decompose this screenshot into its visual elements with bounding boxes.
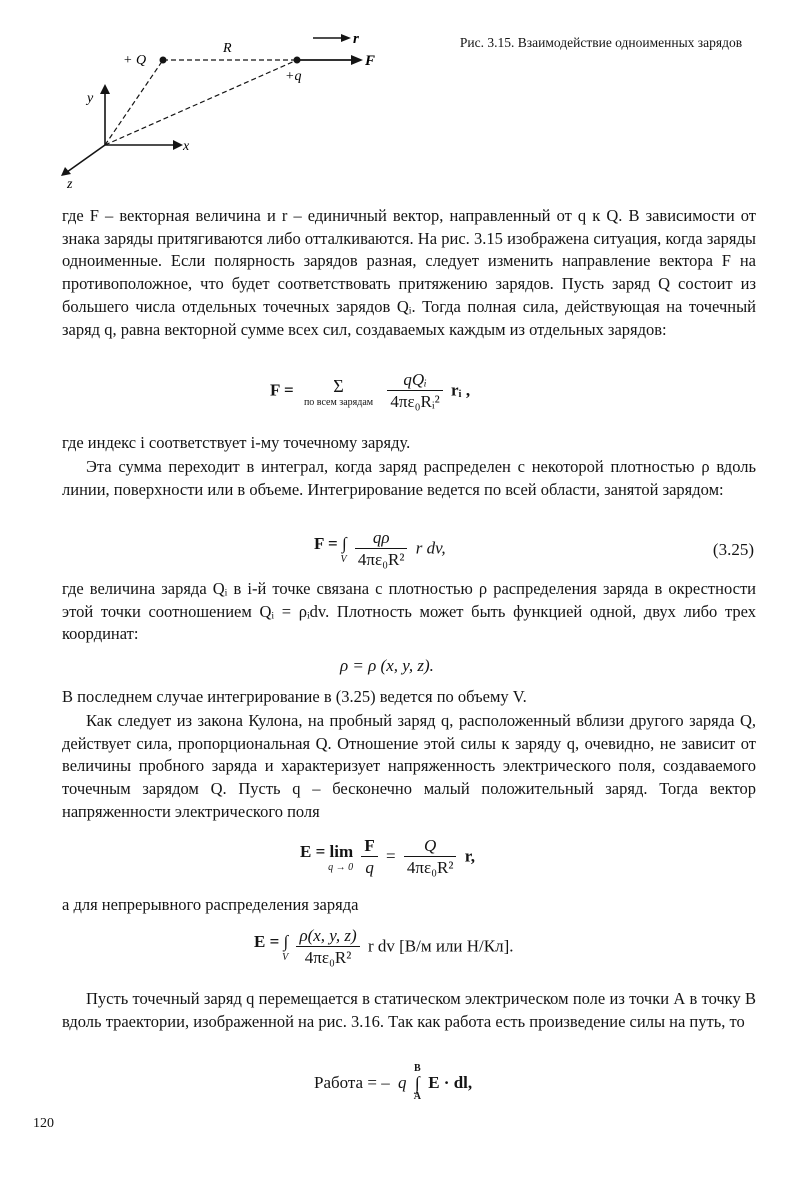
eq4-subscript: q → 0 (328, 862, 354, 873)
caption-number: Рис. 3.15. (459, 35, 515, 50)
eq1-lhs: F = (270, 380, 294, 400)
paragraph-6: Как следует из закона Кулона, на пробный заряд q, расположенный вблизи другого заряда Q, действует сила, пропорциональная Q. Отношение этой силы к заряду q, очевидно, не зависит от величины пробного заряда и характеризует напряженность электрического поля, создаваемого точечным зарядом Q. Пусть q – бесконечно малый положительный заряд. Тогда вектор напряженности электрического поля (62, 711, 756, 821)
label-R: R (223, 41, 232, 56)
z-axis (67, 145, 105, 172)
paragraph-2: где индекс i соответствует i-му точечному заряду. (62, 433, 411, 452)
label-r: r (353, 31, 359, 47)
equation-force-integral (314, 528, 446, 571)
eq5-tail: r dv [В/м или Н/Кл]. (367, 936, 514, 956)
eq1-tail: rᵢ , (451, 380, 471, 400)
paragraph-1: где F – векторная величина и r – единичный вектор, направленный от q к Q. В зависимости от знака заряды притягиваются либо отталкиваются. На рис. 3.15 изображена ситуация, когда заряды одноименные. Если полярность зарядов разная, следует изменить направление вектора F на противоположное, что будет соответствовать притяжению зарядов. Пусть заряд Q состоит из большего числа отдельных точечных зарядов Qᵢ. Тогда полная сила, действующая на точечный заряд q, равна векторной сумме всех сил, создаваемых каждым из отдельных зарядов: (62, 206, 756, 339)
label-plus-Q: + Q (123, 53, 147, 68)
eq6-upper-limit: B (413, 1063, 421, 1074)
unit-vector-arrow-head-icon (341, 34, 351, 42)
eq2-numerator: qρ (355, 528, 408, 549)
eq2-lhs: F = ∫ (314, 534, 347, 553)
eq2-denominator: 4πε₀R² (357, 550, 405, 569)
eq4-equals: = (386, 846, 396, 866)
equation-work (314, 1062, 472, 1104)
paragraph-3: Эта сумма переходит в интеграл, когда заряд распределен с некоторой плотностью ρ вдоль линии, поверхности или в объеме. Интегрирование ведется по всей области, занятой зарядом: (62, 457, 756, 499)
eq2-subscript: V (340, 554, 347, 565)
label-y: y (87, 91, 94, 106)
eq1-denominator: 4πε₀Rᵢ² (390, 392, 440, 411)
eq4-lhs: E = lim (300, 842, 354, 861)
eq4-numerator-1: F (361, 836, 377, 857)
force-arrow-head-icon (351, 55, 363, 65)
paragraph-5: В последнем случае интегрирование в (3.25) ведется по объему V. (62, 687, 527, 706)
position-vector-Q (105, 60, 163, 145)
eq5-numerator: ρ(x, y, z) (296, 926, 359, 947)
label-x: x (183, 139, 190, 154)
eq6-q: q (397, 1073, 407, 1092)
paragraph-8: Пусть точечный заряд q перемещается в статическом электрическом поле из точки А в точку В вдоль траектории, изображенной на рис. 3.16. Так как работа есть произведение силы на путь, то (62, 989, 756, 1031)
equation-field-integral (254, 926, 514, 969)
eq4-denominator-1: q (365, 858, 374, 877)
eq2-tail: r dv, (415, 538, 446, 558)
equation-force-sum (270, 370, 470, 413)
charge-q-dot (294, 57, 301, 64)
eq1-sum-sign: Σ (333, 375, 344, 396)
eq4-numerator-2: Q (404, 836, 457, 857)
eq5-subscript: V (282, 952, 289, 963)
label-z: z (67, 177, 73, 192)
charge-Q-dot (160, 57, 167, 64)
figure-caption (456, 34, 746, 52)
label-F: F (365, 53, 376, 69)
caption-title: Взаимодействие одноименных зарядов (517, 35, 743, 50)
eq4-denominator-2: 4πε₀R² (406, 858, 454, 877)
z-axis-arrow-icon (61, 167, 71, 176)
eq4-tail: r, (464, 846, 475, 866)
eq1-sum-subscript: по всем зарядам (303, 396, 374, 408)
paragraph-4: где величина заряда Qᵢ в i-й точке связана с плотностью ρ распределения заряда в окрестности этой точки соотношением Qᵢ = ρᵢdv. Плотность может быть функцией одной, двух либо трех координат: (62, 579, 756, 644)
eq5-denominator: 4πε₀R² (304, 948, 352, 967)
eq1-numerator: qQᵢ (387, 370, 442, 391)
page-number: 120 (33, 1116, 54, 1131)
equation-density: ρ = ρ (x, y, z). (340, 656, 434, 675)
equation-field-limit (300, 836, 475, 879)
charge-interaction-figure (55, 20, 395, 195)
y-axis-arrow-icon (100, 84, 110, 94)
eq6-integral: ∫ (414, 1073, 420, 1093)
eq5-lhs: E = ∫ (254, 932, 289, 951)
paragraph-7: а для непрерывного распределения заряда (62, 895, 359, 914)
x-axis-arrow-icon (173, 140, 183, 150)
label-plus-q: +q (285, 69, 302, 84)
eq6-lhs: Работа = – (314, 1073, 390, 1092)
eq6-tail: E · dl, (428, 1073, 473, 1092)
eq6-lower-limit: A (413, 1091, 421, 1102)
equation-number-3-25: (3.25) (712, 540, 754, 559)
